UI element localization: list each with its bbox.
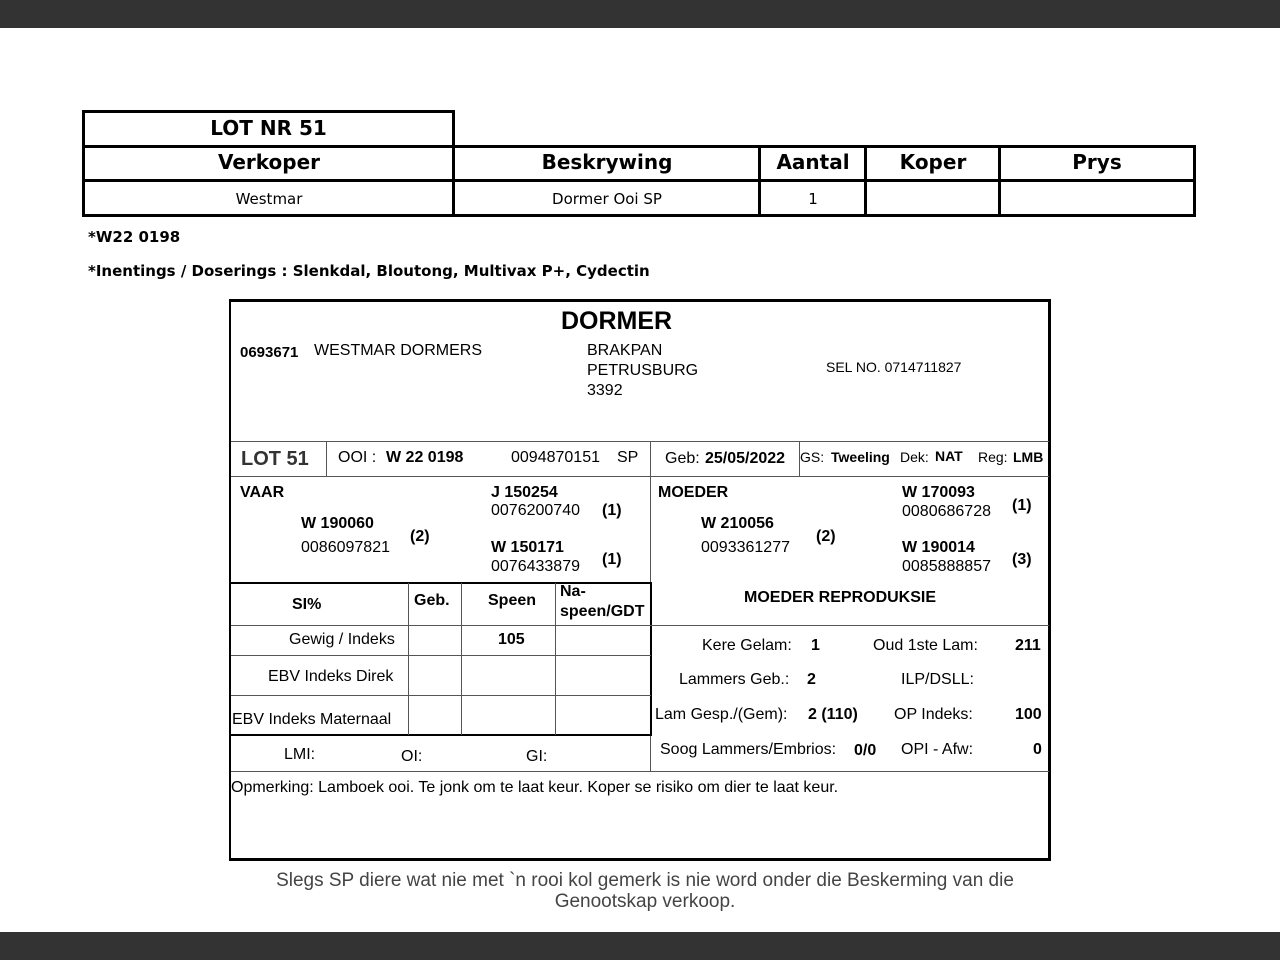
sire-grade: (2) [410, 528, 430, 545]
dam-dam-id: W 190014 [902, 539, 975, 556]
si-table-line [461, 583, 462, 735]
lot-label: LOT NR 51 [210, 116, 327, 140]
id-note: *W22 0198 [88, 228, 181, 246]
si-header: SI% [292, 596, 322, 613]
breeder-name: WESTMAR DORMERS [314, 342, 482, 359]
header-beskrywing: Beskrywing [541, 150, 673, 174]
soog-value: 0/0 [854, 742, 877, 759]
gs-value: Tweeling [831, 449, 890, 465]
card-divider [650, 736, 651, 771]
lmi-label: LMI: [284, 746, 316, 763]
dam-sire-grade: (1) [1012, 497, 1032, 514]
dek-value: NAT [935, 448, 963, 464]
sire-id: W 190060 [301, 515, 374, 532]
vaccination-note: *Inentings / Doserings : Slenkdal, Bloutong, Multivax P+, Cydectin [88, 262, 650, 280]
header-aantal: Aantal [776, 150, 850, 174]
reg-label: Reg: [978, 449, 1008, 465]
sire-dam-id: W 150171 [491, 539, 564, 556]
footer-note-line-1: Slegs SP diere wat nie met `n rooi kol gemerk is nie word onder die Beskerming van die [276, 870, 1014, 891]
dam-sire-number: 0080686728 [902, 503, 991, 520]
remark: Opmerking: Lamboek ooi. Te jonk om te laat keur. Koper se risiko om dier te laat keur. [231, 779, 839, 796]
dam-number: 0093361277 [701, 539, 790, 556]
repro-title: MOEDER REPRODUKSIE [744, 589, 937, 606]
reg-value: LMB [1013, 449, 1044, 465]
breeder-number: 0693671 [240, 344, 299, 361]
header-prys: Prys [1072, 150, 1122, 174]
registration-card [229, 299, 1051, 861]
col-naspeen-2: speen/GDT [560, 603, 645, 620]
dam-label: MOEDER [658, 484, 729, 501]
footer-note-line-2: Genootskap verkoop. [554, 891, 736, 912]
op-label: OP Indeks: [894, 706, 973, 723]
card-divider [231, 441, 1049, 442]
dek-label: Dek: [900, 449, 929, 465]
lammers-value: 2 [807, 671, 816, 688]
kere-label: Kere Gelam: [702, 637, 792, 654]
sire-sire-number: 0076200740 [491, 502, 580, 519]
row-ebv-mat-label: EBV Indeks Maternaal [232, 711, 392, 728]
address-line-1: BRAKPAN [587, 342, 663, 359]
address-line-2: PETRUSBURG [587, 362, 699, 379]
ooi-label: OOI : [338, 449, 377, 466]
row-gewig-speen: 105 [498, 631, 525, 648]
sire-dam-grade: (1) [602, 551, 622, 568]
birth-date: 25/05/2022 [705, 450, 786, 467]
card-divider [326, 441, 327, 476]
col-speen: Speen [488, 592, 537, 609]
op-value: 100 [1015, 706, 1042, 723]
cell-verkoper: Westmar [235, 190, 303, 208]
dam-dam-grade: (3) [1012, 551, 1032, 568]
card-lot-number: LOT 51 [241, 448, 309, 470]
top-dark-bar [0, 0, 1280, 28]
bottom-dark-bar [0, 932, 1280, 960]
dam-id: W 210056 [701, 515, 774, 532]
si-table-line [231, 625, 651, 626]
lamgesp-label: Lam Gesp./(Gem): [655, 706, 788, 723]
si-table-border [231, 582, 652, 584]
si-table-line [231, 655, 651, 656]
cell-beskrywing: Dormer Ooi SP [552, 190, 662, 208]
dam-sire-id: W 170093 [902, 484, 975, 501]
dam-dam-number: 0085888857 [902, 558, 991, 575]
row-gewig-label: Gewig / Indeks [289, 631, 395, 648]
lamgesp-value: 2 (110) [808, 706, 858, 723]
sire-number: 0086097821 [301, 539, 390, 556]
ooi-value: W 22 0198 [386, 449, 464, 466]
oud-value: 211 [1015, 637, 1041, 654]
sel-number: SEL NO. 0714711827 [826, 359, 962, 375]
soog-label: Soog Lammers/Embrios: [660, 741, 837, 758]
header-verkoper: Verkoper [217, 150, 321, 174]
kere-value: 1 [811, 637, 820, 654]
birth-label: Geb: [665, 450, 700, 467]
gi-label: GI: [526, 748, 548, 765]
card-divider [651, 625, 1049, 626]
card-divider [650, 441, 651, 583]
col-geb: Geb. [414, 592, 450, 609]
oi-label: OI: [401, 748, 423, 765]
opi-value: 0 [1033, 741, 1042, 758]
ooi-class: SP [617, 449, 639, 466]
si-table-line [231, 695, 651, 696]
ilp-label: ILP/DSLL: [901, 671, 974, 688]
col-naspeen-1: Na- [560, 583, 586, 600]
dam-grade: (2) [816, 528, 836, 545]
sire-dam-number: 0076433879 [491, 558, 580, 575]
card-divider [231, 771, 1049, 772]
row-ebv-direk-label: EBV Indeks Direk [268, 668, 394, 685]
si-table-border [650, 582, 652, 736]
si-table-line [408, 583, 409, 735]
card-divider [231, 476, 1049, 477]
header-koper: Koper [899, 150, 967, 174]
gs-label: GS: [800, 449, 825, 465]
oud-label: Oud 1ste Lam: [873, 637, 978, 654]
opi-label: OPI - Afw: [901, 741, 974, 758]
si-table-line [555, 583, 556, 735]
si-table-border [231, 734, 652, 736]
lot-table-row-divider [82, 179, 1196, 182]
lammers-label: Lammers Geb.: [679, 671, 790, 688]
sire-label: VAAR [240, 484, 285, 501]
address-line-3: 3392 [587, 382, 623, 399]
ooi-number: 0094870151 [511, 449, 600, 466]
sire-sire-id: J 150254 [491, 484, 558, 501]
card-breed-title: DORMER [561, 307, 673, 335]
sire-sire-grade: (1) [602, 502, 622, 519]
cell-aantal: 1 [808, 190, 818, 208]
